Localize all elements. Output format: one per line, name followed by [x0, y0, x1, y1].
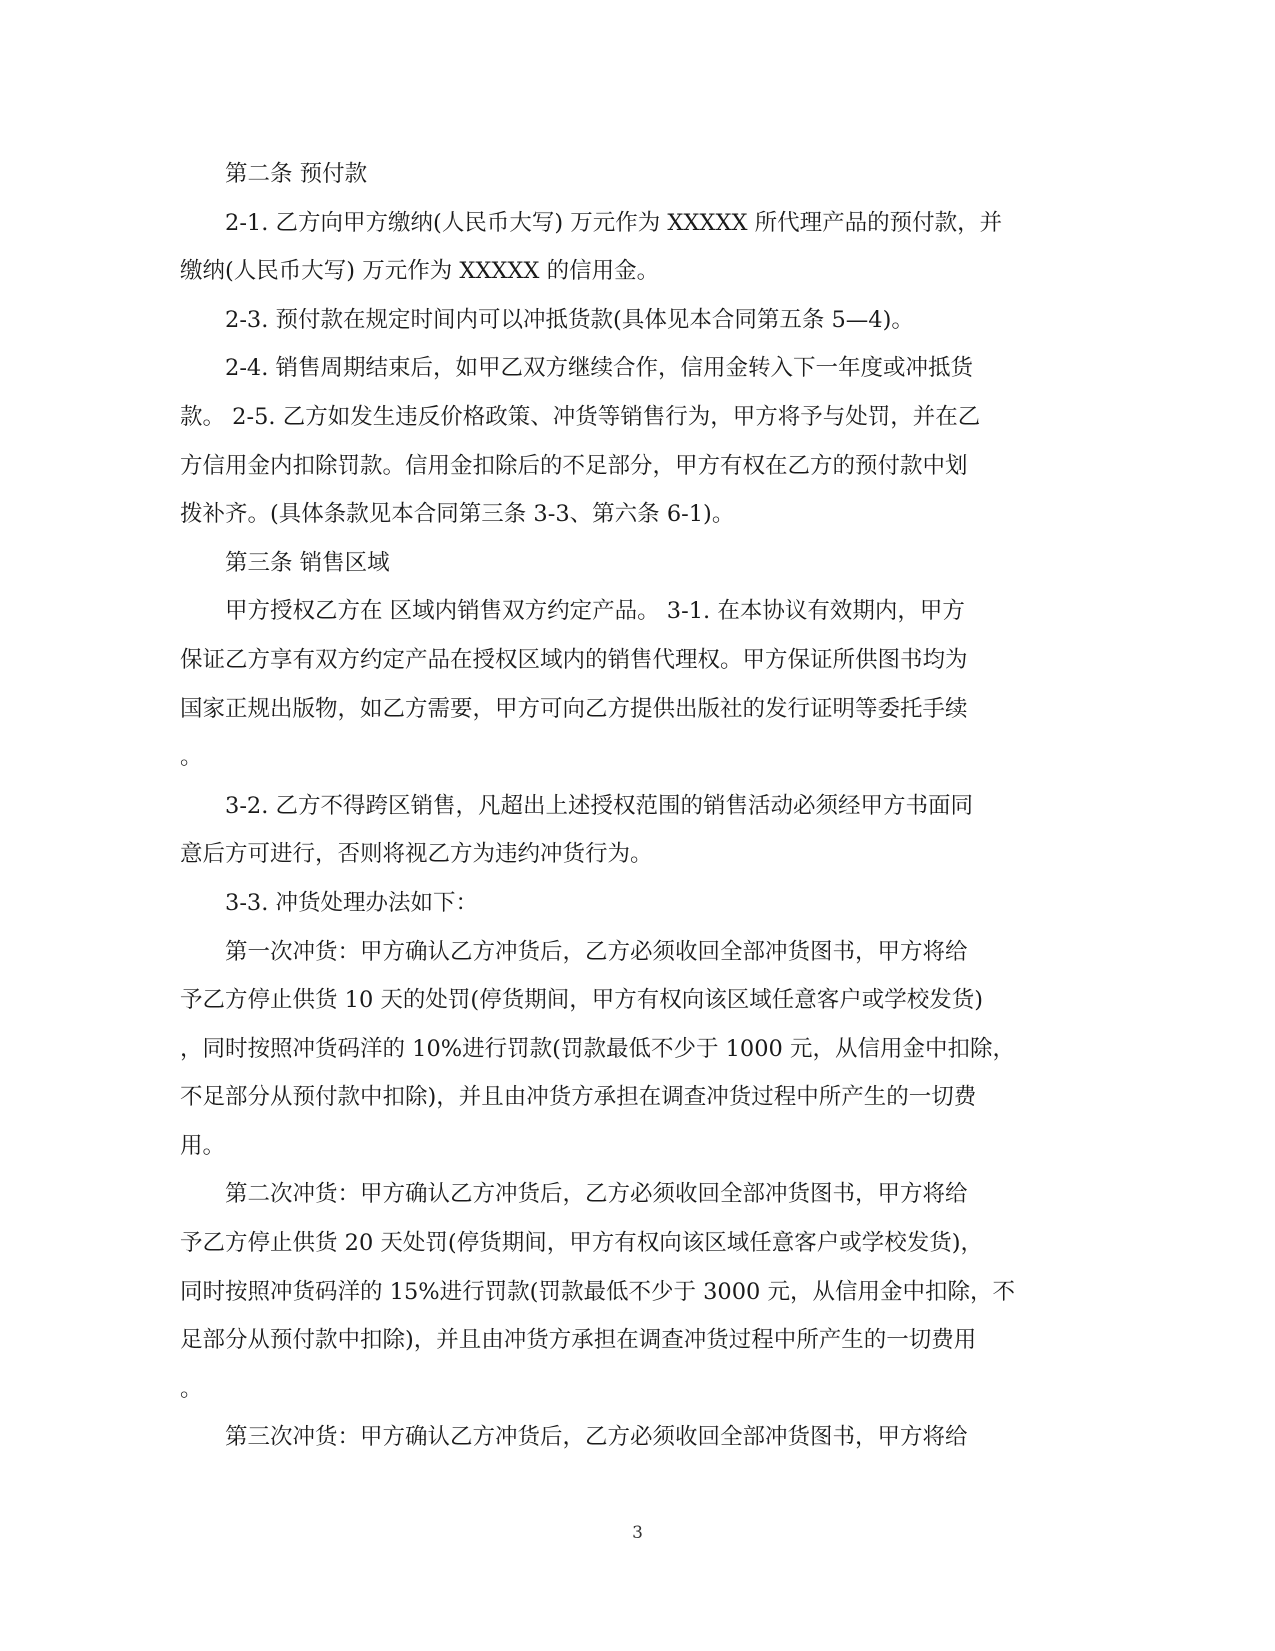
- clause-2-3: 2-3. 预付款在规定时间内可以冲抵货款(具体见本合同第五条 5—4)。: [180, 306, 914, 333]
- clause-2-5-line-3: 拨补齐。(具体条款见本合同第三条 3-3、第六条 6-1)。: [180, 501, 735, 528]
- clause-3-1-line-4: 。: [180, 744, 203, 771]
- first-offense-line-3: ，同时按照冲货码洋的 10%进行罚款(罚款最低不少于 1000 元，从信用金中扣除，: [180, 1035, 1016, 1062]
- article-2-heading: 第二条 预付款: [180, 161, 368, 187]
- article-3-heading: 第三条 销售区域: [180, 549, 390, 576]
- first-offense-line-1: 第一次冲货：甲方确认乙方冲货后，乙方必须收回全部冲货图书，甲方将给: [180, 938, 968, 965]
- second-offense-line-5: 。: [180, 1375, 203, 1402]
- clause-3-2-line-2: 意后方可进行，否则将视乙方为违约冲货行为。: [180, 841, 653, 868]
- first-offense-line-4: 不足部分从预付款中扣除)，并且由冲货方承担在调查冲货过程中所产生的一切费: [180, 1084, 977, 1111]
- clause-2-1-line-2: 缴纳(人民币大写) 万元作为 XXXXX 的信用金。: [180, 258, 660, 285]
- first-offense-line-2: 予乙方停止供货 10 天的处罚(停货期间，甲方有权向该区域任意客户或学校发货): [180, 987, 983, 1014]
- article-3-intro-line-1: 甲方授权乙方在 区域内销售双方约定产品。 3-1. 在本协议有效期内，甲方: [180, 598, 965, 625]
- clause-3-1-line-3: 国家正规出版物，如乙方需要，甲方可向乙方提供出版社的发行证明等委托手续: [180, 695, 968, 722]
- clause-2-1-line-1: 2-1. 乙方向甲方缴纳(人民币大写) 万元作为 XXXXX 所代理产品的预付款，并: [180, 209, 1003, 236]
- second-offense-line-3: 同时按照冲货码洋的 15%进行罚款(罚款最低不少于 3000 元，从信用金中扣除，不: [180, 1278, 1016, 1305]
- clause-2-5-line-2: 方信用金内扣除罚款。信用金扣除后的不足部分，甲方有权在乙方的预付款中划: [180, 452, 968, 479]
- second-offense-line-2: 予乙方停止供货 20 天处罚(停货期间，甲方有权向该区域任意客户或学校发货)，: [180, 1230, 983, 1257]
- body-text: [180, 150, 1060, 1462]
- clause-3-3: 3-3. 冲货处理办法如下：: [180, 889, 479, 916]
- page-number: 3: [632, 1523, 643, 1543]
- second-offense-line-4: 足部分从预付款中扣除)，并且由冲货方承担在调查冲货过程中所产生的一切费用: [180, 1327, 977, 1354]
- clause-3-1-line-2: 保证乙方享有双方约定产品在授权区域内的销售代理权。甲方保证所供图书均为: [180, 646, 968, 673]
- second-offense-line-1: 第二次冲货：甲方确认乙方冲货后，乙方必须收回全部冲货图书，甲方将给: [180, 1181, 968, 1208]
- first-offense-line-5: 用。: [180, 1132, 226, 1159]
- clause-2-4-line-2: 款。 2-5. 乙方如发生违反价格政策、冲货等销售行为，甲方将予与处罚，并在乙: [180, 403, 981, 430]
- clause-2-4-line-1: 2-4. 销售周期结束后，如甲乙双方继续合作，信用金转入下一年度或冲抵货: [180, 355, 974, 382]
- third-offense-line-1: 第三次冲货：甲方确认乙方冲货后，乙方必须收回全部冲货图书，甲方将给: [180, 1424, 968, 1451]
- clause-3-2-line-1: 3-2. 乙方不得跨区销售，凡超出上述授权范围的销售活动必须经甲方书面同: [180, 792, 974, 819]
